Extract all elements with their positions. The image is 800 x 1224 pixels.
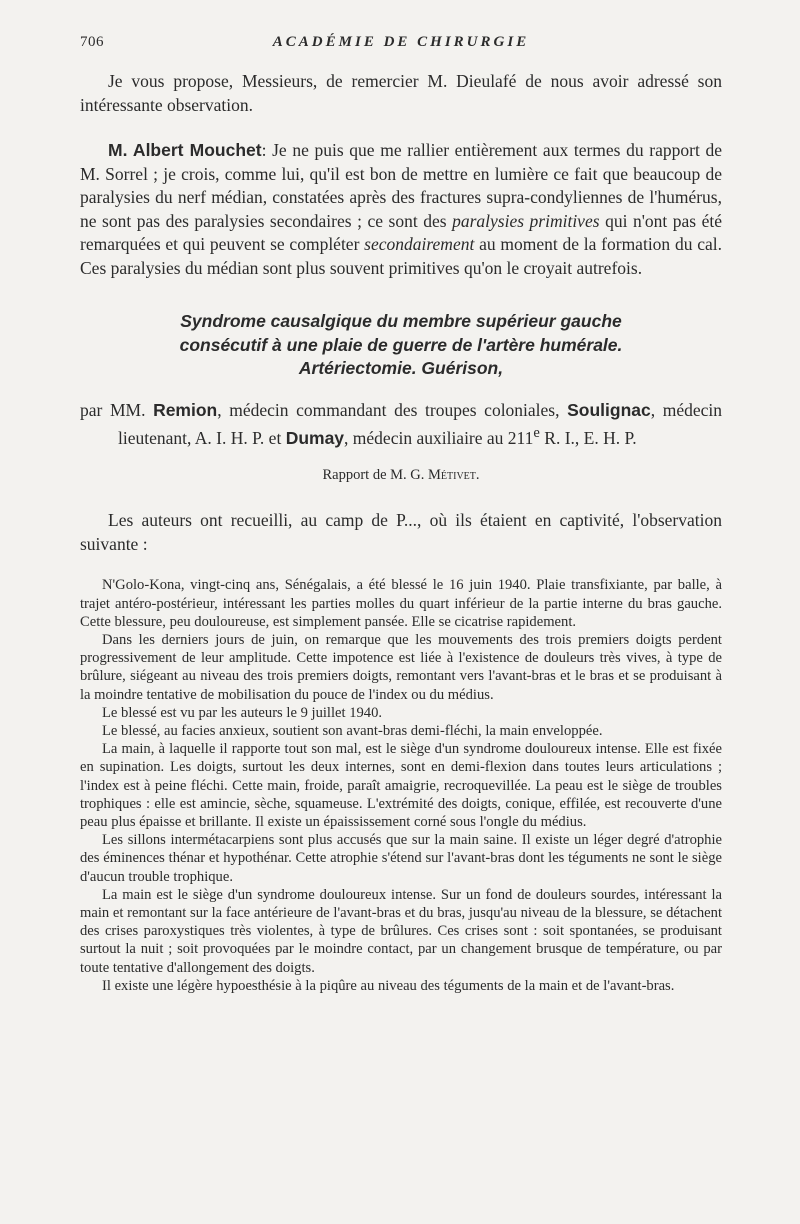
author-dumay: Dumay bbox=[285, 427, 345, 448]
mouchet-paragraph: M. Albert Mouchet: Je ne puis que me rallier entièrement aux termes du rapport de M. Sorrel ; je crois, comme lui, qu'il est bon de mettre en lumière ce fait que beaucoup de paralysies du nerf médian, constatées après des fractures supra-condyliennes de l'humérus, ne sont pas des paralysies secondaires ; ce sont des paralysies primitives qui n'ont pas été remarquées et qui peuvent se compléter secondairement au moment de la formation du cal. Ces paralysies du médian sont plus souvent primitives qu'on le croyait autrefois. bbox=[80, 140, 722, 278]
observation-paragraph: Dans les derniers jours de juin, on remarque que les mouvements des trois premiers doigts perdent progressivement de leur amplitude. Cette impotence est liée à l'existence de douleurs très vives, à type de brûlure, siégeant au niveau des trois premiers doigts, remontant vers l'avant-bras et le bras et se produisant à la moindre tentative de mobilisation du pouce de l'index ou du médius. bbox=[80, 631, 722, 703]
article-authors: par MM. Remion, médecin commandant des troupes coloniales, Soulignac, médecin lieutenant, A. I. H. P. et Dumay, médecin auxiliaire au 211e R. I., E. H. P. bbox=[80, 399, 722, 448]
observation-text bbox=[80, 576, 722, 995]
title-line-2: consécutif à une plaie de guerre de l'artère humérale. bbox=[179, 334, 623, 355]
rapporteur-name: Métivet bbox=[428, 467, 476, 484]
emphasis-primitive: paralysies primitives bbox=[452, 210, 600, 231]
author-soulignac: Soulignac bbox=[567, 399, 651, 420]
emphasis-secondary: secondairement bbox=[364, 234, 475, 254]
observation-paragraph: Il existe une légère hypoesthésie à la piqûre au niveau des téguments de la main et de l'avant-bras. bbox=[102, 977, 675, 994]
observation-paragraph: N'Golo-Kona, vingt-cinq ans, Sénégalais, a été blessé le 16 juin 1940. Plaie transfixiante, par balle, à trajet antéro-postérieur, intéressant les parties molles du quart inférieur de la partie interne du bras gauche. Cette blessure, peu douloureuse, est simplement pansée. Elle se cicatrise rapidement. bbox=[80, 577, 722, 630]
lead-paragraph: Les auteurs ont recueilli, au camp de P..., où ils étaient en captivité, l'observation suivante : bbox=[80, 510, 722, 554]
speaker-name: M. Albert Mouchet bbox=[108, 140, 262, 160]
title-line-1: Syndrome causalgique du membre supérieur gauche bbox=[180, 311, 622, 331]
author-remion: Remion bbox=[153, 399, 218, 420]
intro-paragraph: Je vous propose, Messieurs, de remercier M. Dieulafé de nous avoir adressé son intéressante observation. bbox=[80, 71, 722, 115]
title-line-3: Artériectomie. Guérison, bbox=[298, 358, 504, 378]
article-title bbox=[80, 310, 722, 381]
page-body bbox=[80, 70, 722, 995]
page-number: 706 bbox=[80, 34, 104, 50]
observation-paragraph: Le blessé est vu par les auteurs le 9 juillet 1940. bbox=[102, 704, 383, 721]
observation-paragraph: La main, à laquelle il rapporte tout son mal, est le siège d'un syndrome douloureux intense. Elle est fixée en supination. Les doigts, surtout les deux internes, sont en demi-flexion dans toutes leurs articulations ; l'index est à peine fléchi. Cette main, froide, paraît amaigrie, recroquevillée. La peau est le siège de troubles trophiques : elle est amincie, sèche, squameuse. L'extrémité des doigts, conique, effilée, est recouverte d'une peau plus épaisse et brillante. Il existe un épaississement corné sous l'ongle du médius. bbox=[80, 741, 722, 830]
observation-paragraph: Les sillons intermétacarpiens sont plus accusés que sur la main saine. Il existe un léger degré d'atrophie des éminences thénar et hypothénar. Cette atrophie s'étend sur l'avant-bras dont les téguments ne sont le siège d'aucun trouble trophique. bbox=[80, 832, 722, 885]
running-title: ACADÉMIE DE CHIRURGIE bbox=[272, 34, 530, 50]
page-header bbox=[80, 34, 722, 56]
observation-paragraph: Le blessé, au facies anxieux, soutient son avant-bras demi-fléchi, la main enveloppée. bbox=[102, 722, 603, 739]
observation-paragraph: La main est le siège d'un syndrome douloureux intense. Sur un fond de douleurs sourdes, intéressant la main et remontant sur la face antérieure de l'avant-bras et du bras, jusqu'au niveau de la blessure, se détachent des crises paroxystiques très violentes, à type de brûlures. Ces crises sont : soit spontanées, se produisant surtout la nuit ; soit provoquées par le moindre contact, par un changement brusque de température, ou par toute tentative d'allongement des doigts. bbox=[80, 886, 722, 976]
rapport-line: Rapport de M. G. Métivet. bbox=[322, 467, 480, 484]
